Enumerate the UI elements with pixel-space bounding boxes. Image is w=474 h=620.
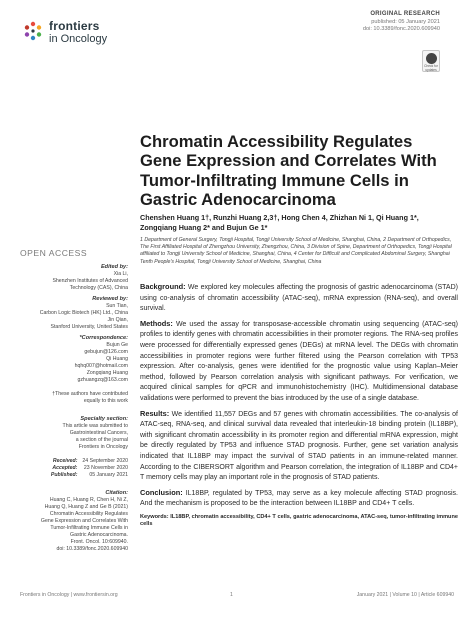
article-doi[interactable]: doi: 10.3389/fonc.2020.609940 (362, 26, 440, 33)
abstract-methods (140, 319, 458, 405)
received-date: 24 September 2020 (82, 458, 128, 464)
editor-line: Shenzhen Institutes of Advanced (52, 278, 128, 284)
open-access-label: OPEN ACCESS (20, 248, 88, 258)
footer-journal-link[interactable]: Frontiers in Oncology | www.frontiersin.org (20, 592, 118, 598)
citation-line: Gene Expression and Correlates With (40, 518, 128, 524)
footer-issue: January 2021 | Volume 10 | Article 609940 (356, 592, 454, 598)
specialty-line: This article was submitted to (62, 423, 128, 429)
reviewer-line: Stanford University, United States (50, 324, 128, 330)
keywords-text: IL18BP, chromatin accessibility, CD4+ T cells, gastric adenocarcinoma, ATAC-seq, tumor-infiltrating immune cells (140, 513, 458, 528)
correspondent-email[interactable]: hqhq007@hotmail.com (74, 363, 128, 369)
article-type: ORIGINAL RESEARCH (370, 11, 440, 17)
editor-line: Technology (CAS), China (69, 285, 128, 291)
correspondent-name: Zongqiang Huang (86, 370, 128, 376)
article-title: Chromatin Accessibility Regulates Gene Expression and Correlates With Tumor-Infiltrating Immune Cells in Gastric Adenocarcinoma (140, 132, 437, 210)
reviewer-line: Sun Tian, (106, 303, 128, 309)
conclusion-text: IL18BP, regulated by TP53, may serve as a key molecule affecting STAD prognosis. And the mechanism is proposed to be the interaction between IL18BP and CD4+ T cells. (140, 489, 458, 508)
edited-by-heading: Edited by: (100, 264, 128, 270)
citation-line: Huang Q, Huang Z and Ge B (2021) (44, 504, 128, 510)
methods-text: We used the assay for transposase-accessible chromatin using sequencing (ATAC-seq) profiles to identify genes with chromatin accessibilities in their promoter regions. The RNA-seq profiles were processed for differentially expressed genes (DEGs) at mRNA level. The DEGs with chromatin accessibilities in promoter regions were further filtered using the Pearson correlation with TP53 expression. After co-analysis, genes were identified for the prognostic value using Kaplan–Meier method, followed by Pearson correlation analysis with significant pathways. For verification, we acquired clinical samples for qPCR and immunohistochemistry (IHC). Multidimensional database validations were performed to prevent the bias introduced by the use of a single database. (140, 320, 458, 402)
correspondent-name: Qi Huang (106, 356, 128, 362)
specialty-line: Frontiers in Oncology (78, 444, 128, 450)
affiliations: 1 Department of General Surgery, Tongji Hospital, Tongji University School of Medicine, Shanghai, China, 2 Department of Orthopedics, The First Affiliated Hospital of Zhengzhou University, Zhengzhou, China, 3 Division of Spine, Department of Orthopedics, Tongji Hospital affiliated to Tongji University School of Medicine, Shanghai, China, 4 Center for Difficult and Complicated Abdominal Surgery, Shanghai Tenth People's Hospital, Tongji University School of Medicine, Shanghai, China (140, 237, 452, 265)
citation-doi[interactable]: doi: 10.3389/fonc.2020.609940 (56, 546, 128, 552)
citation-line: Chromatin Accessibility Regulates (49, 511, 128, 517)
specialty-line: a section of the journal (75, 437, 128, 443)
methods-label: Methods: (140, 318, 173, 328)
page-number: 1 (230, 592, 233, 598)
author-list: Chenshen Huang 1†, Runzhi Huang 2,3†, Hong Chen 4, Zhizhan Ni 1, Qi Huang 1*, Zongqiang Huang 2* and Bujun Ge 1* (140, 213, 419, 233)
received-label: Received: (52, 458, 78, 464)
equal-contribution-note: equally to this work (83, 398, 128, 404)
accepted-date: 23 November 2020 (83, 465, 128, 471)
published-date: published: 05 January 2021 (371, 18, 440, 25)
check-for-updates-badge[interactable] (422, 50, 440, 72)
correspondent-email[interactable]: gebujun@126.com (84, 349, 128, 355)
frontiers-logo-mark-icon (22, 20, 44, 42)
article-dates (20, 458, 128, 479)
published-label: Published: (50, 472, 78, 478)
citation-line: Tumor-Infiltrating Immune Cells in (50, 525, 128, 531)
citation-line: Huang C, Huang R, Chen H, Ni Z, (49, 497, 128, 503)
background-label: Background: (140, 282, 186, 291)
correspondent-name: Bujun Ge (106, 342, 128, 348)
specialty-line: Gastrointestinal Cancers, (69, 430, 128, 436)
reviewer-line: Jin Qian, (107, 317, 128, 323)
reviewed-by-heading: Reviewed by: (92, 296, 128, 302)
abstract-conclusion (140, 488, 458, 510)
conclusion-label: Conclusion: (140, 487, 183, 497)
equal-contribution-note: †These authors have contributed (52, 391, 128, 397)
logo-wordmark: frontiers (49, 19, 100, 33)
abstract-results (140, 409, 458, 484)
editor-line: Xia Li, (113, 271, 128, 277)
citation-line: Front. Oncol. 10:609940. (70, 539, 128, 545)
accepted-label: Accepted: (52, 465, 78, 471)
published-date-sidebar: 05 January 2021 (89, 472, 128, 478)
citation-line: Gastric Adenocarcinoma. (70, 532, 128, 538)
check-updates-label: Check for updates (424, 64, 438, 72)
article-meta (363, 11, 440, 34)
article-sidebar (20, 250, 128, 553)
correspondent-email[interactable]: gzhuangzq@163.com (77, 377, 128, 383)
page-header (0, 0, 474, 60)
correspondence-heading: *Correspondence: (79, 335, 128, 341)
frontiers-logo[interactable] (22, 18, 132, 50)
check-updates-icon (426, 53, 437, 64)
background-text: We explored key molecules affecting the prognosis of gastric adenocarcinoma (STAD) using co-analysis of chromatin accessibility (ATAC-seq), mRNA expression (RNA-seq), and overall survival. (140, 284, 458, 313)
logo-journal-name: in Oncology (49, 33, 108, 45)
keywords (140, 514, 458, 529)
citation-heading: Citation: (105, 490, 128, 496)
abstract-background (140, 282, 458, 315)
specialty-heading: Specialty section: (80, 416, 128, 422)
keywords-label: Keywords: (140, 513, 169, 520)
abstract (140, 282, 458, 533)
results-label: Results: (140, 408, 170, 418)
reviewer-line: Carbon Logic Biotech (HK) Ltd., China (39, 310, 128, 316)
results-text: We identified 11,557 DEGs and 57 genes with chromatin accessibilities. The co-analysis of ATAC-seq, RNA-seq, and clinical survival data revealed that interleukin-18 binding protein (IL18BP), with significant chromatin accessibility in its promoter region and differential mRNA expression, might be directly regulated by TP53 and influence STAD prognosis. Further, gene set variation analysis indicated that IL18BP may impact the survival of STAD patients in an immune-related manner. According to the CIBERSORT algorithm and Pearson correlation, the integration of IL18BP and CD4+ T memory cells may play an important role in the prognosis of STAD patients. (140, 410, 458, 482)
